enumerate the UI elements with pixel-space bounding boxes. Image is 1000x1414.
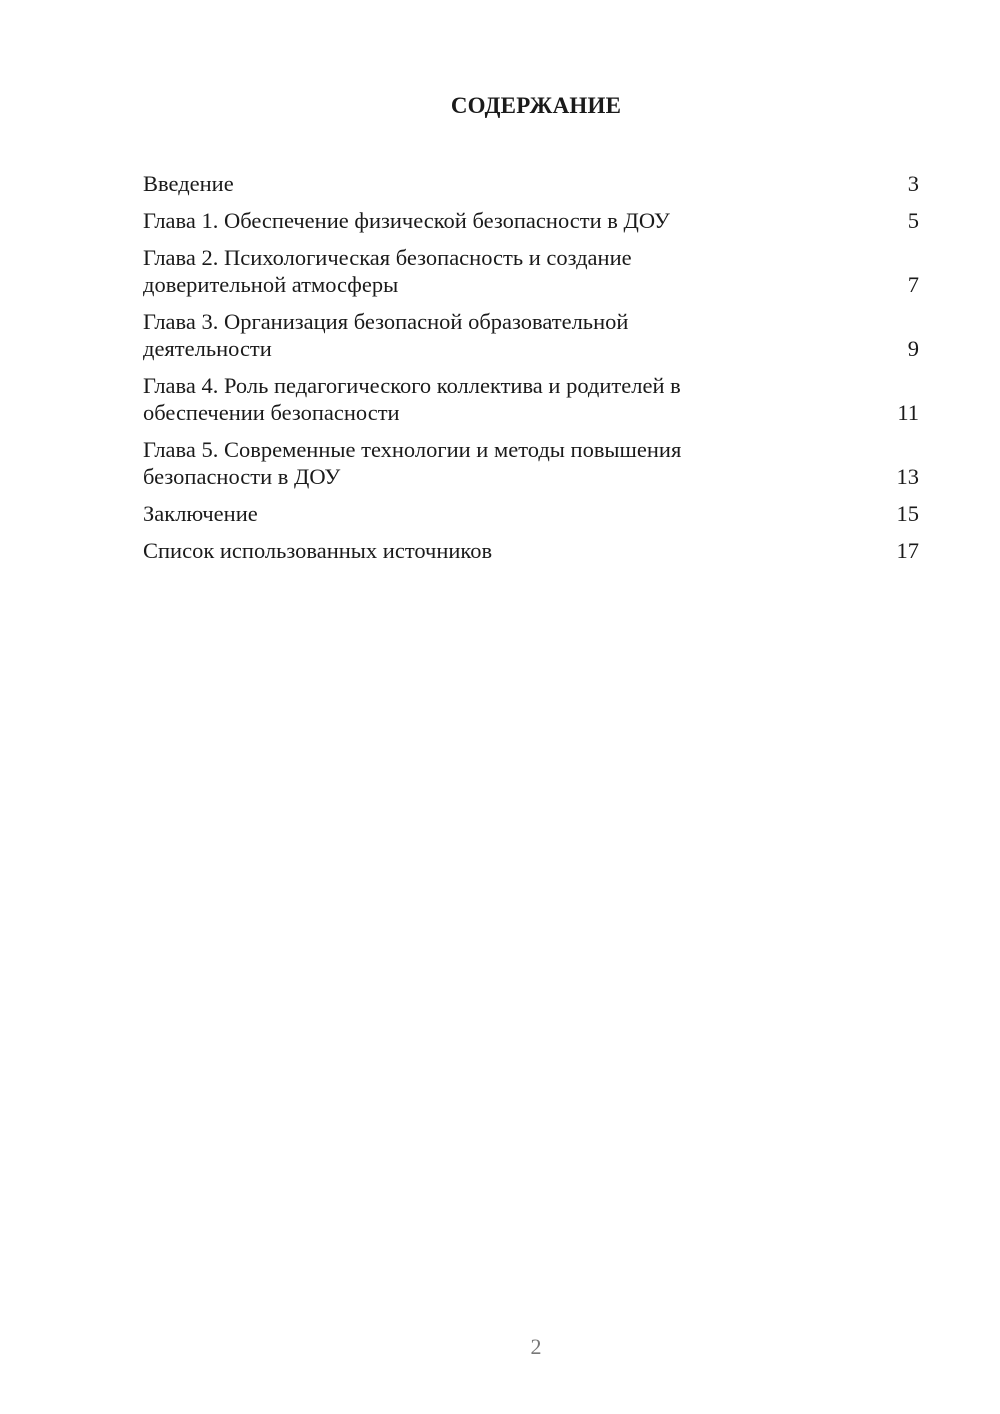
toc-entry-page: 15 [896, 501, 919, 526]
toc-entry-title: Глава 4. Роль педагогического коллектива и родителей в обеспечении безопасности [143, 373, 681, 425]
toc-entry-title: Глава 3. Организация безопасной образовательной деятельности [143, 309, 629, 361]
toc-entry-chapter-2[interactable] [143, 244, 919, 298]
toc-entry-page: 3 [907, 171, 919, 196]
toc-entry-page: 5 [907, 208, 919, 233]
toc-entry-conclusion[interactable] [143, 500, 919, 527]
toc-entry-references[interactable] [143, 537, 919, 564]
toc-entry-title: Введение [143, 171, 234, 196]
page-number: 2 [530, 1334, 542, 1359]
toc-entry-page: 9 [907, 336, 919, 361]
toc-entry-chapter-1[interactable] [143, 207, 919, 234]
toc-entry-page: 11 [897, 400, 919, 425]
toc-entry-introduction[interactable] [143, 170, 919, 197]
table-of-contents [143, 170, 919, 574]
toc-entry-title: Глава 2. Психологическая безопасность и создание доверительной атмосферы [143, 245, 632, 297]
toc-entry-title: Список использованных источников [143, 538, 493, 563]
toc-entry-page: 13 [896, 464, 919, 489]
toc-entry-title: Глава 5. Современные технологии и методы повышения безопасности в ДОУ [143, 437, 682, 489]
toc-entry-title: Заключение [143, 501, 258, 526]
toc-entry-chapter-3[interactable] [143, 308, 919, 362]
toc-entry-chapter-5[interactable] [143, 436, 919, 490]
toc-entry-title: Глава 1. Обеспечение физической безопасности в ДОУ [143, 208, 670, 233]
toc-entry-page: 7 [907, 272, 919, 297]
toc-entry-chapter-4[interactable] [143, 372, 919, 426]
page-title: СОДЕРЖАНИЕ [450, 93, 622, 118]
toc-entry-page: 17 [896, 538, 919, 563]
